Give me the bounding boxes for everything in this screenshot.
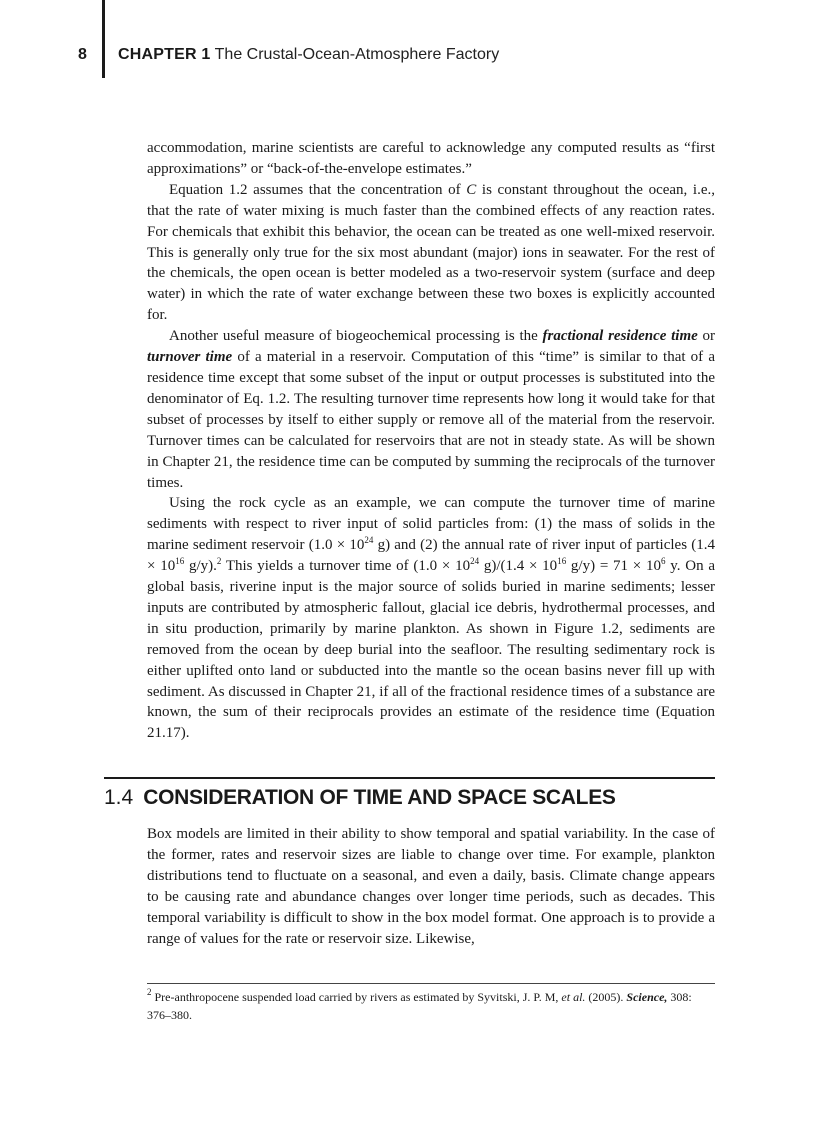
footnote: $^2$ Pre-anthropocene suspended load carried by rivers as estimated by Syvitski, J. P. M, et al. (2005). Science, 308: 376–380. (147, 987, 692, 1022)
paragraph-equation-assumption: Equation 1.2 assumes that the concentration of C is constant throughout the ocean, i.e., that the rate of water mixing is much faster than the combined effects of any reaction rates. For chemicals that exhibit this behavior, the ocean can be treated as one well-mixed reservoir. This is generally only true for the six most abundant (major) ions in seawater. For the rest of the chemicals, the open ocean is better modeled as a two-reservoir system (surface and deep water) in which the rate of water exchange between these two boxes is explicitly accounted for. (147, 181, 716, 324)
chapter-label: CHAPTER 1 (118, 46, 211, 63)
section-heading (104, 786, 715, 814)
section-title: CONSIDERATION OF TIME AND SPACE SCALES (143, 786, 616, 809)
main-body-text (147, 138, 715, 744)
section-number: 1.4 (104, 786, 134, 809)
chapter-heading (118, 46, 499, 64)
footnote-divider (147, 983, 715, 984)
chapter-title: The Crustal-Ocean-Atmosphere Factory (214, 46, 500, 63)
term-turnover-time: turnover time (147, 349, 233, 366)
section-divider (104, 777, 715, 779)
paragraph-continuation: accommodation, marine scientists are careful to acknowledge any computed results as “first approximations” or “back-of-the-envelope estimates.” (147, 140, 715, 177)
paragraph-box-model-limits: Box models are limited in their ability to show temporal and spatial variability. In the case of the former, rates and reservoir sizes are liable to change over time. For example, plankton distributions tend to fluctuate on a seasonal, and even a daily, basis. Climate change appears to be causing rate and abundance changes over longer time periods, such as decades. This temporal variability is difficult to show in the box model format. One approach is to provide a range of values for the rate or reservoir size. Likewise, (147, 826, 715, 947)
header-vertical-rule (102, 0, 105, 78)
journal-name: Science, (626, 990, 668, 1004)
footnote-reference: 2 (216, 556, 222, 567)
paragraph-rock-cycle-example: Using the rock cycle as an example, we can compute the turnover time of marine sediments with respect to river input of solid particles from: (1) the mass of solids in the marine sediment reservoir ($1.0 \times 10^{24}$ g) and (2) the annual rate of river input of particles ($1.4 \times 10^{16}$ g/y).$^2$ This yields a turnover time of ($1.0 \times 10^{24}$ $g)/(1.4 \times 10^{16}$ $g/y) = 71 \times 10^6$ y. On a global basis, riverine input is the major source of solids buried in marine sediments; lesser inputs are contributed by atmospheric fallout, glacial ice debris, hydrothermal processes, and in situ production, primarily by marine plankton. As shown in Figure 1.2, sediments are removed from the ocean by deep burial into the seafloor. The resulting sedimentary rock is either uplifted onto land or subducted into the mantle so the ocean basins never fill up with sediment. As discussed in Chapter 21, if all of the fractional residence times of a substance are known, the sum of their reciprocals provides an estimate of the residence time (Equation 21.17). (147, 495, 715, 742)
page-number: 8 (78, 46, 87, 63)
paragraph-turnover-time: Another useful measure of biogeochemical processing is the fractional residence time or turnover time of a material in a reservoir. Computation of this “time” is similar to that of a residence time except that some subset of the input or output processes is substituted into the denominator of Eq. 1.2. The resulting turnover time represents how long it would take for that subset of processes by itself to either supply or remove all of the material from the reservoir. Turnover times can be calculated for reservoirs that are not in steady state. As will be shown in Chapter 21, the residence time can be computed by summing the reciprocals of the turnover times. (147, 328, 715, 491)
variable-c: C (466, 181, 477, 198)
section-body-text (147, 824, 715, 949)
footnote-marker: 2 (147, 987, 152, 997)
term-fractional-residence-time: fractional residence time (542, 328, 698, 345)
